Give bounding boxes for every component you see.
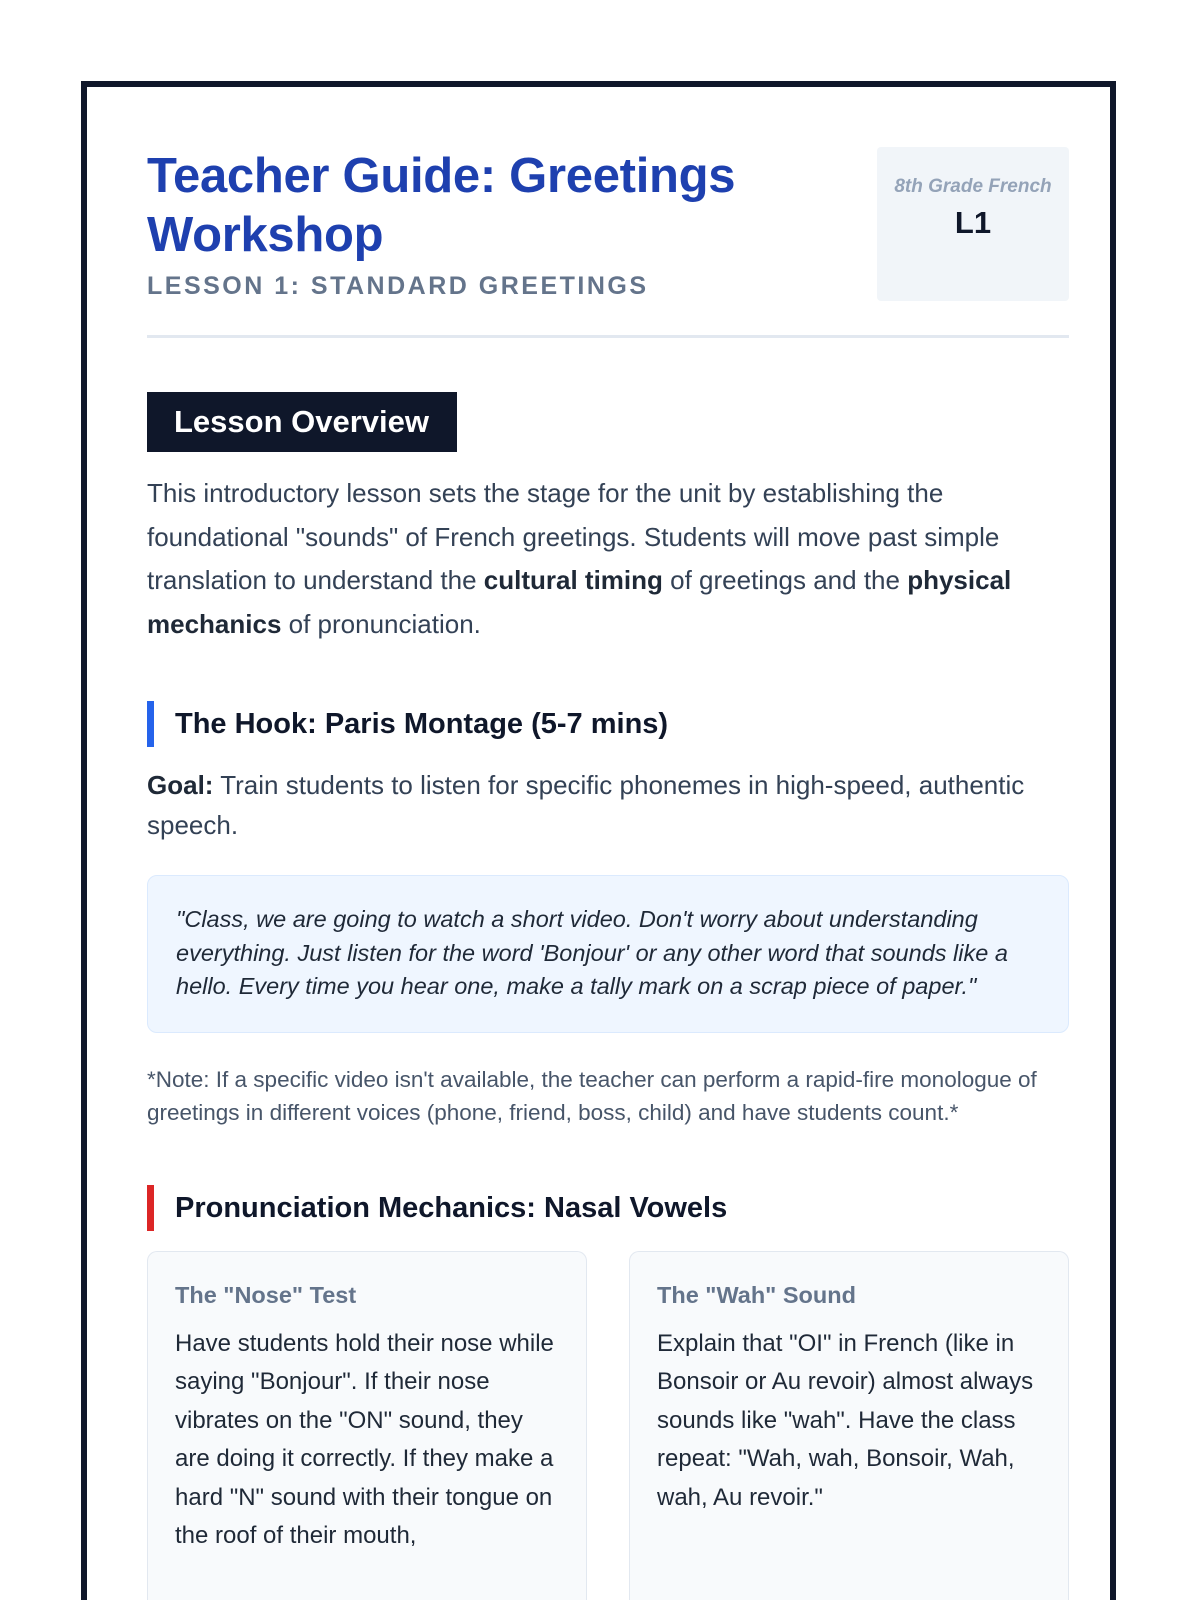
pronunciation-heading: Pronunciation Mechanics: Nasal Vowels	[147, 1185, 1069, 1231]
badge-grade-label: 8th Grade French	[894, 176, 1052, 197]
goal-text: Train students to listen for specific phonemes in high-speed, authentic speech.	[147, 770, 1025, 840]
card-title: The "Nose" Test	[175, 1281, 357, 1308]
goal-label: Goal:	[147, 770, 214, 800]
card-title: The "Wah" Sound	[657, 1281, 856, 1308]
card-body: Explain that "OI" in French (like in Bonsoir or Au revoir) almost always sounds like "wah". Have the class repeat: "Wah, wah, Bonsoir, Wah, wah, Au revoir."	[657, 1329, 1034, 1511]
pronunciation-cards	[147, 1251, 1069, 1600]
hook-note: *Note: If a specific video isn't available, the teacher can perform a rapid-fire monologue of greetings in different voices (phone, friend, boss, child) and have students count.*	[147, 1066, 1037, 1125]
section-label-overview: Lesson Overview	[147, 392, 457, 452]
overview-bold-cultural-timing: cultural timing	[483, 565, 663, 595]
teacher-script-quote: "Class, we are going to watch a short video. Don't worry about understanding everything. Just listen for the word 'Bonjour' or any other word that sounds like a hello. Every time you hear one, make a tally mark on a scrap piece of paper."	[147, 875, 1069, 1033]
lesson-subtitle: LESSON 1: STANDARD GREETINGS	[147, 272, 649, 300]
card-nose-test	[147, 1251, 587, 1600]
card-wah-sound	[629, 1251, 1069, 1600]
page-title: Teacher Guide: Greetings Workshop	[147, 149, 736, 262]
overview-paragraph	[147, 472, 1069, 646]
overview-bold-physical-mechanics: physical mechanics	[147, 565, 1012, 639]
grade-badge	[877, 147, 1069, 301]
lesson-document	[81, 81, 1116, 1600]
overview-text-3: of pronunciation.	[281, 608, 481, 639]
badge-lesson-code: L1	[954, 205, 992, 240]
overview-text-1: This introductory lesson sets the stage for the unit by establishing the foundational "sounds" of French greetings. Students will move past simple translation to understand the	[147, 478, 1000, 595]
overview-text-2: of greetings and the	[662, 565, 908, 595]
hook-goal	[147, 765, 1069, 845]
document-header	[147, 147, 1069, 338]
hook-heading: The Hook: Paris Montage (5-7 mins)	[147, 701, 1069, 747]
document-content	[147, 147, 1069, 1600]
card-body: Have students hold their nose while saying "Bonjour". If their nose vibrates on the "ON" sound, they are doing it correctly. If they make a hard "N" sound with their tongue on the roof of their mouth,	[175, 1329, 554, 1549]
